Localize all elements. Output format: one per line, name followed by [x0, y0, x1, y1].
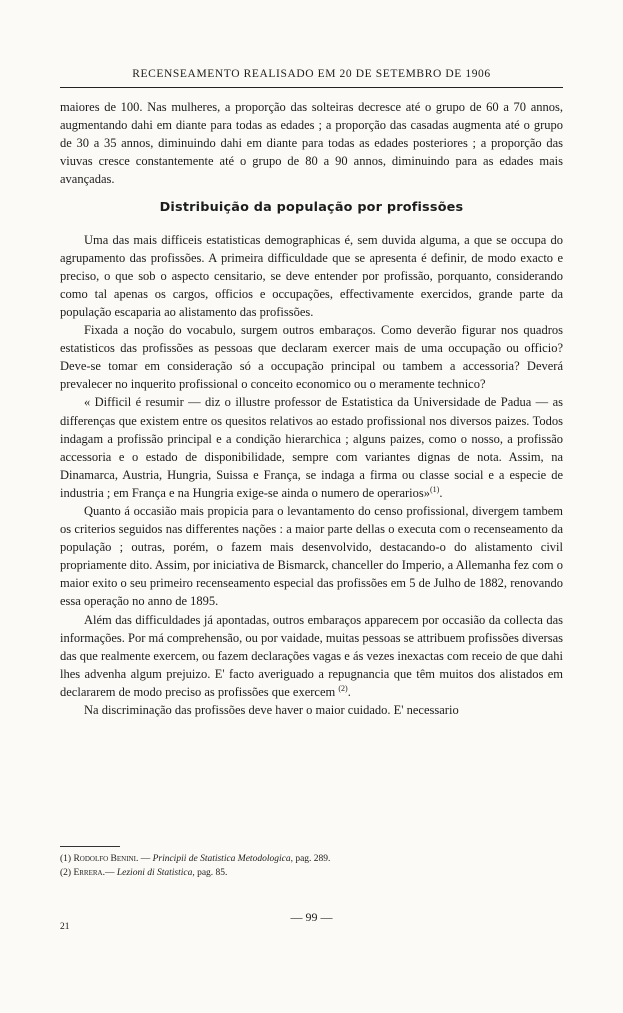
paragraph-text: « Difficil é resumir — diz o illustre professor de Estatistica da Universidade de Padua — as differenças que existem entre os quesitos relativos ao estado profissional nos diversos paizes. Todos indagam a profissão principal e a condição hierarchica ; alguns paizes, como o nosso, a profissão accessoria e o estado de disponibilidade, sempre com variantes dignas de nota. Assim, na Dinamarca, Austria, Hungria, Suissa e França, se indaga a firma ou classe social e a especie de industria ; em França e na Hungria exige-se ainda o numero de operarios» — [60, 395, 563, 500]
paragraph: Quanto á occasião mais propicia para o levantamento do censo profissional, divergem tambem os criterios seguidos nas differentes nações : a maior parte dellas o executa com o recenseamento da população ; outras, porém, o fazem mais desenvolvido, destacando-o do alistamento civil propriamente dito. Assim, por iniciativa de Bismarck, chanceller do Imperio, a Allemanha fez com o maior exito o seu primeiro recenseamento especial das profissões em 5 de Julho de 1882, renovando essa operação no anno de 1895. — [60, 503, 563, 609]
footnote-mark: (1) — [60, 854, 72, 864]
footnote-title: Lezioni di Statistica, — [116, 867, 195, 878]
paragraph-quote — [60, 393, 563, 502]
footnote-reference: (1) — [430, 484, 440, 494]
paragraph: Fixada a noção do vocabulo, surgem outros embaraços. Como deverão figurar nos quadros estatisticos das profissões as pessoas que declaram exercer mais de uma occupação ou officio? Deve-se tomar em consideração só a occupação principal ou tambem a accessoria? Deverá prevalecer no inquerito profissional o conceito economico ou o meramente technico? — [60, 323, 563, 392]
footnote — [60, 867, 563, 881]
paragraph-end: . — [347, 684, 351, 699]
body-text — [60, 98, 563, 719]
section-heading: Distribuição da população por profissões — [159, 200, 464, 216]
footnote-mark: (2) — [60, 867, 72, 878]
footnote-rule — [60, 846, 120, 847]
footnote-author: Rodolfo Benini. — [73, 854, 139, 864]
footnote-dash: — — [138, 854, 153, 864]
running-head: RECENSEAMENTO REALISADO EM 20 DE SETEMBRO DE 1906 — [132, 68, 491, 80]
paragraph-continuation: maiores de 100. Nas mulheres, a proporção das solteiras decresce até o grupo de 60 a 70 annos, augmentando dahi em diante para todas as edades ; a proporção das casadas augmenta até o grupo de 30 a 35 annos, diminuindo dahi em diante para todas as edades posteriores ; a proporção das viuvas cresce constantemente até o grupo de 80 a 90 annos, diminuindo para as edades mais avançadas. — [60, 100, 563, 187]
footnote-dash: — — [104, 867, 117, 878]
footnote-page: pag. 289. — [292, 854, 331, 864]
footnote-page: pag. 85. — [194, 867, 228, 878]
paragraph-text: Além das difficuldades já apontadas, outros embaraços apparecem por occasião da collecta das informações. Por má comprehensão, ou por vaidade, muitas pessoas se attribuem profissões diversas das que realmente exercem, ou fazem declarações vagas e ás vezes inexactas com receio de que dahi lhes advenha algum prejuizo. E' facto averiguado a repugnancia que têm muitos dos alistados em declararem de modo preciso as profissões que exercem — [60, 612, 563, 699]
footnote — [60, 853, 563, 867]
paragraph-end: . — [439, 485, 443, 500]
signature-mark: 21 — [60, 922, 70, 932]
footnotes — [60, 853, 563, 880]
footnote-reference: (2) — [338, 683, 348, 693]
footnote-author: Errera. — [73, 867, 105, 878]
header-rule — [60, 87, 563, 88]
page-number: — 99 — — [290, 910, 333, 924]
footnote-title: Principii de Statistica Metodologica, — [152, 854, 293, 864]
paragraph: Na discriminação das profissões deve haver o maior cuidado. E' necessario — [84, 703, 459, 717]
paragraph — [60, 611, 563, 701]
paragraph: Uma das mais difficeis estatisticas demographicas é, sem duvida alguma, a que se occupa do agrupamento das profissões. A primeira difficuldade que se apresenta é definir, de modo exacto e preciso, o que sob o aspecto censitario, se deve entender por profissão, porquanto, considerando como tal apenas os cargos, officios e occupações, effectivamente exercidos, grande parte da população escaparia ao alistamento das profissões. — [60, 232, 563, 319]
